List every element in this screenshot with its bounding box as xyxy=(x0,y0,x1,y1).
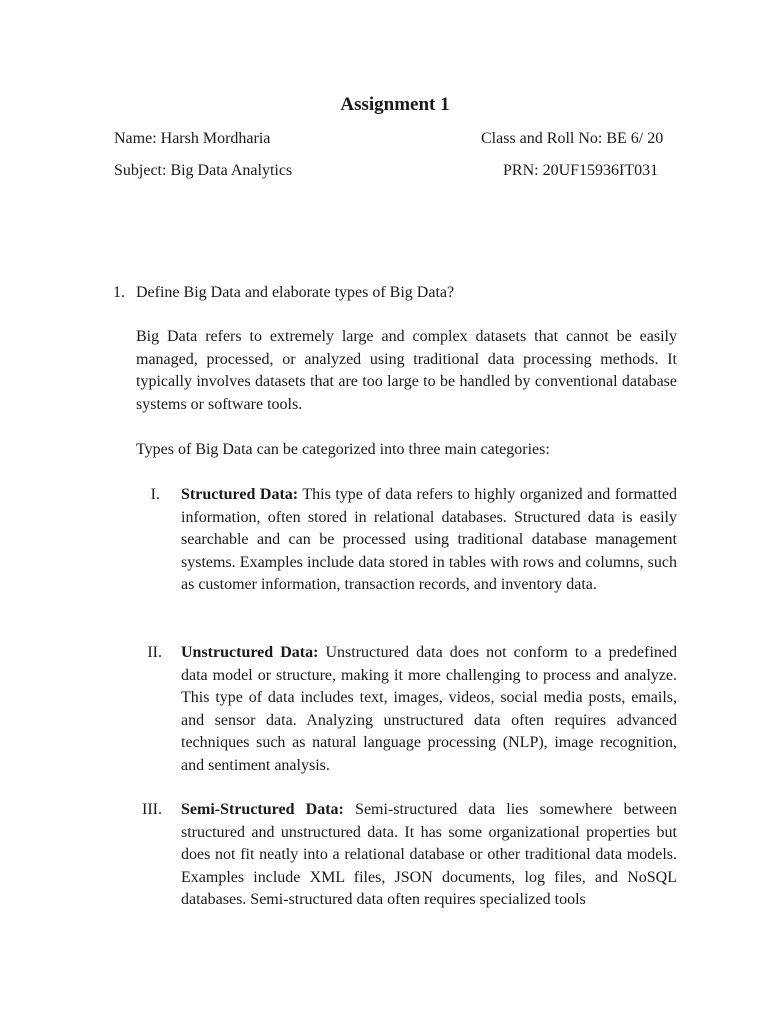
list-item-text: This type of data refers to highly organized and formatted information, often stored in relational databases. Structured data is easily searchable and can be processed using traditional database management systems. Examples include data stored in tables with rows and columns, such as customer information, transaction records, and inventory data. xyxy=(181,486,678,593)
student-name: Name: Harsh Mordharia xyxy=(114,130,271,147)
list-item-body xyxy=(181,799,677,912)
list-item-body xyxy=(181,642,677,777)
list-item xyxy=(136,484,677,597)
class-roll-number: Class and Roll No: BE 6/ 20 xyxy=(481,130,664,147)
list-item-heading: Semi-Structured Data: xyxy=(181,801,344,818)
list-item-text: Semi-structured data lies somewhere between structured and unstructured data. It has some organizational properties but does not fit neatly into a relational database or other traditional data models. Examples include XML files, JSON documents, log files, and NoSQL databases. Semi-structured data often requires specialized tools xyxy=(181,801,677,908)
page-title: Assignment 1 xyxy=(340,94,450,115)
list-numeral: I. xyxy=(150,486,160,503)
prn-number: PRN: 20UF15936IT031 xyxy=(503,162,659,179)
question-1 xyxy=(113,284,454,302)
list-item-heading: Structured Data: xyxy=(181,486,299,503)
list-item-text: Unstructured data does not conform to a predefined data model or structure, making it more challenging to process and analyze. This type of data includes text, images, videos, social media posts, emails, and sensor data. Analyzing unstructured data often requires advanced techniques such as natural language processing (NLP), image recognition, and sentiment analysis. xyxy=(181,644,678,774)
question-text: Define Big Data and elaborate types of Big Data? xyxy=(136,284,455,301)
types-paragraph: Types of Big Data can be categorized into three main categories: xyxy=(136,441,550,458)
list-numeral: III. xyxy=(142,801,162,818)
list-item xyxy=(136,799,677,912)
intro-paragraph: Big Data refers to extremely large and complex datasets that cannot be easily managed, processed, or analyzed using traditional data processing methods. It typically involves datasets that are too large to be handled by conventional database systems or software tools. xyxy=(136,328,677,413)
question-number: 1. xyxy=(113,284,125,301)
list-item-heading: Unstructured Data: xyxy=(181,644,319,661)
list-item-body xyxy=(181,484,677,597)
list-item xyxy=(136,642,677,777)
list-numeral: II. xyxy=(147,644,162,661)
subject: Subject: Big Data Analytics xyxy=(114,162,293,179)
